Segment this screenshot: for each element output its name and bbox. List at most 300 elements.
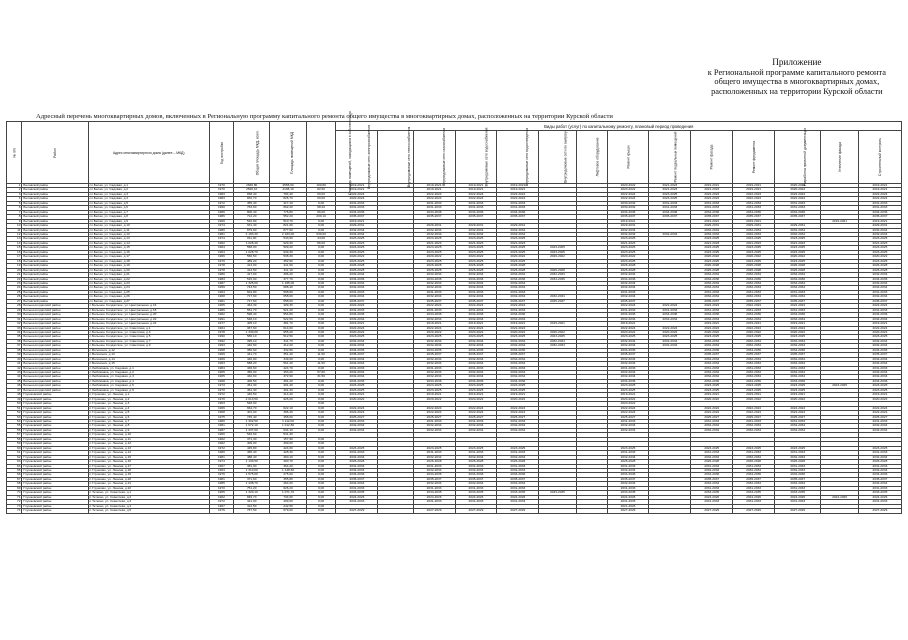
table-cell: 2032-2034	[455, 228, 497, 232]
table-cell: 0,00	[306, 281, 336, 285]
table-cell: 2022-2024	[858, 192, 901, 196]
table-cell: 2031-2033	[733, 290, 775, 294]
table-cell: 2032-2034	[336, 469, 378, 473]
table-cell: п.Глушково, ул. Ленина, д.7	[88, 420, 209, 424]
table-cell: сл.Белая, ул. Садовая, д.11	[88, 228, 209, 232]
table-cell: 2023-2025	[858, 388, 901, 392]
table-cell: 2034-2036	[733, 313, 775, 317]
table-cell: 2031-2033	[336, 451, 378, 455]
table-cell: 1980	[209, 228, 233, 232]
col-header: Внутридомовые сети теплоснабжения	[378, 131, 413, 184]
table-cell: 543,60	[270, 237, 306, 241]
table-cell: 2032-2034	[733, 286, 775, 290]
table-cell: 65	[7, 469, 22, 473]
table-cell: 2022-2024	[336, 192, 378, 196]
table-cell: с.Волоконск, д.13	[88, 353, 209, 357]
table-cell: 0,00	[306, 451, 336, 455]
table-cell: 2032-2034	[539, 344, 576, 348]
table-cell: 2035-2037	[858, 353, 901, 357]
table-cell: 2024-2026	[413, 495, 455, 499]
table-cell: 34	[7, 330, 22, 334]
table-cell: 2035-2037	[455, 353, 497, 357]
table-cell: Беловский район	[22, 215, 88, 219]
table-cell: 2032-2034	[455, 428, 497, 432]
table-cell: 2031-2033	[691, 206, 733, 210]
table-cell: Глушковский район	[22, 424, 88, 428]
table-cell: 311,70	[270, 339, 306, 343]
table-cell: 4	[7, 197, 22, 201]
table-cell: 0,00	[306, 477, 336, 481]
table-cell: 2031-2033	[858, 290, 901, 294]
table-cell: п.Глушково, ул. Ленина, д.5	[88, 411, 209, 415]
col-header: Площадь помещений, находящихся в собственности	[306, 122, 336, 184]
table-cell: 1990	[209, 335, 233, 339]
table-cell: Глушковский район	[22, 455, 88, 459]
table-cell: 2023-2025	[858, 250, 901, 254]
table-cell: 17	[7, 255, 22, 259]
table-cell: 35	[7, 335, 22, 339]
table-cell: 1972	[209, 393, 233, 397]
table-cell: п.Глушково, ул. Ленина, д.11	[88, 437, 209, 441]
table-cell: 2031-2033	[607, 290, 649, 294]
table-cell: 2022-2024	[733, 304, 775, 308]
table-cell: 62	[7, 455, 22, 459]
table-cell: 2023-2025	[775, 446, 821, 450]
table-cell: 2031-2033	[607, 500, 649, 504]
table-cell: 0,00	[306, 473, 336, 477]
table-cell: 2026-2028	[455, 460, 497, 464]
table-cell: 838,40	[234, 192, 270, 196]
table-cell: 2032-2034	[413, 273, 455, 277]
table-cell: 2035-2037	[607, 353, 649, 357]
table-cell: 2032-2034	[607, 362, 649, 366]
table-cell: 2035-2037	[607, 299, 649, 303]
table-cell: 2029-2031	[733, 224, 775, 228]
table-cell: 2021-2023	[649, 188, 691, 192]
table-cell: 2027-2029	[733, 509, 775, 513]
table-cell: 2032-2034	[497, 228, 539, 232]
table-cell: Большесолдатский район	[22, 348, 88, 352]
table-cell: 2020-2022	[733, 255, 775, 259]
table-cell: 2 183,00	[270, 232, 306, 236]
table-cell: 2032-2034	[858, 344, 901, 348]
table-cell: 1 575,00	[234, 473, 270, 477]
table-cell: 2032-2034	[497, 428, 539, 432]
table-cell: 11	[7, 228, 22, 232]
table-cell: 2024-2026	[336, 495, 378, 499]
table-cell: 2032-2034	[413, 317, 455, 321]
table-cell: сл.Белая, ул. Садовая, д.13	[88, 237, 209, 241]
table-cell: 2026-2028	[775, 460, 821, 464]
table-cell: 2032-2034	[455, 344, 497, 348]
table-cell: Большесолдатский район	[22, 326, 88, 330]
table-cell: 2034-2036	[691, 348, 733, 352]
table-cell: 2032-2034	[691, 286, 733, 290]
table-cell: 522,60	[270, 317, 306, 321]
table-cell: 2032-2034	[497, 286, 539, 290]
table-cell: 2021-2023	[858, 241, 901, 245]
table-cell: 412,50	[234, 504, 270, 508]
table-cell: 2032-2034	[733, 273, 775, 277]
table-cell: 2023-2025	[775, 246, 821, 250]
table-cell: 2019-2021	[336, 322, 378, 326]
table-cell: 2031-2033	[413, 486, 455, 490]
table-cell: 2034-2036	[455, 210, 497, 214]
table-cell: 2026-2028	[413, 264, 455, 268]
table-cell: 2019-2021	[336, 219, 378, 223]
table-cell: 2034-2036	[858, 379, 901, 383]
table-cell: 157,90	[270, 437, 306, 441]
table-cell: 658,00	[270, 295, 306, 299]
table-cell: 1993	[209, 344, 233, 348]
table-cell: 2032-2034	[455, 357, 497, 361]
table-cell: 1986	[209, 308, 233, 312]
table-cell: 2032-2034	[691, 339, 733, 343]
table-cell: 2031-2033	[733, 486, 775, 490]
table-cell: 41	[7, 362, 22, 366]
table-cell: 2027-2029	[455, 509, 497, 513]
table-cell: 2031-2033	[733, 420, 775, 424]
table-cell: 2032-2034	[455, 295, 497, 299]
table-cell: 2033-2035	[858, 491, 901, 495]
table-cell: 2019-2021	[607, 322, 649, 326]
table-cell: 50	[7, 402, 22, 406]
table-cell: 2034-2036	[497, 473, 539, 477]
table-cell: 1975	[209, 415, 233, 419]
table-cell: 0,00	[306, 424, 336, 428]
table-cell: 2033-2035	[775, 491, 821, 495]
table-cell: 351,40	[270, 353, 306, 357]
table-cell: 2031-2033	[413, 500, 455, 504]
table-cell: 2558,00	[270, 184, 306, 188]
table-cell: 2020-2022	[607, 397, 649, 401]
table-cell: 1 012,80	[270, 424, 306, 428]
table-cell: 1978	[209, 268, 233, 272]
table-cell: 2031-2033	[858, 464, 901, 468]
table-cell: 2023-2025	[858, 446, 901, 450]
table-cell: 2035-2037	[413, 299, 455, 303]
table-cell: 1964	[209, 250, 233, 254]
table-cell: 2023-2025	[775, 237, 821, 241]
table-cell: 879,60	[234, 228, 270, 232]
table-cell: 2026-2028	[413, 460, 455, 464]
table-cell: 679,00	[270, 509, 306, 513]
table-cell: 2032-2034	[497, 339, 539, 343]
table-cell: 0,00	[306, 460, 336, 464]
table-cell: 42	[7, 366, 22, 370]
table-cell: с.Любимовка, ул. Садовая, д.5	[88, 384, 209, 388]
table-cell: 2032-2034	[455, 286, 497, 290]
table-cell: 2026-2028	[607, 264, 649, 268]
table-cell: Глушковский район	[22, 442, 88, 446]
table-cell: 2035-2037	[733, 299, 775, 303]
table-cell: 1983	[209, 277, 233, 281]
table-cell: 2034-2036	[539, 277, 576, 281]
table-cell: 1992	[209, 339, 233, 343]
table-cell: 2031-2033	[691, 308, 733, 312]
table-cell: 1959	[209, 286, 233, 290]
table-cell: 1 302,50	[234, 420, 270, 424]
table-cell: 32	[7, 322, 22, 326]
table-cell: 2031-2033	[691, 201, 733, 205]
table-cell: 424,60	[270, 446, 306, 450]
table-cell: с.Любимовка, ул. Садовая, д.4	[88, 379, 209, 383]
table-cell: 2023-2025	[775, 335, 821, 339]
table-cell: 2032-2034	[775, 273, 821, 277]
table-cell: 2022-2024	[497, 192, 539, 196]
table-cell: 2024-2026	[455, 495, 497, 499]
table-cell: 2032-2034	[455, 371, 497, 375]
table-cell: 2035-2037	[336, 353, 378, 357]
table-cell: 0,00	[306, 317, 336, 321]
table-body	[7, 184, 902, 514]
table-cell: 2035-2037	[733, 215, 775, 219]
table-cell: 350,60	[234, 348, 270, 352]
table-cell: 521,20	[270, 308, 306, 312]
table-cell: 2031-2033	[733, 366, 775, 370]
table-cell: 2032-2034	[775, 339, 821, 343]
table-cell: 2035-2037	[691, 299, 733, 303]
table-cell: 2026-2028	[691, 268, 733, 272]
table-cell: 2034-2036	[497, 277, 539, 281]
table-cell: 436,60	[234, 366, 270, 370]
table-cell: 2023-2025	[413, 335, 455, 339]
table-cell: 0,00	[306, 442, 336, 446]
table-cell: 1978	[209, 330, 233, 334]
table-cell: 2022-2024	[733, 197, 775, 201]
table-cell: 2031-2033	[336, 290, 378, 294]
table-cell: 2035-2037	[775, 353, 821, 357]
table-cell: 2032-2034	[607, 357, 649, 361]
table-cell: 489,20	[234, 259, 270, 263]
table-cell: 2026-2028	[858, 268, 901, 272]
table-cell: Глушковский район	[22, 486, 88, 490]
table-cell: 1983	[209, 192, 233, 196]
table-cell: 546,60	[234, 433, 270, 437]
table-cell: 2035-2037	[336, 477, 378, 481]
table-cell: 712,20	[234, 215, 270, 219]
table-cell: 2032-2034	[858, 317, 901, 321]
table-cell: 2031-2033	[455, 420, 497, 424]
table-cell: 1974	[209, 224, 233, 228]
table-cell: 2033-2035	[455, 491, 497, 495]
table-cell: 413,00	[234, 264, 270, 268]
table-cell: 622,10	[270, 406, 306, 410]
table-cell: 540,80	[234, 219, 270, 223]
table-cell: 49	[7, 397, 22, 401]
table-cell: 417,00	[234, 273, 270, 277]
table-cell: 2023-2025	[539, 250, 576, 254]
table-cell: п.Глушково, ул. Ленина, д.2	[88, 397, 209, 401]
col-header: Внутридомовые сети по выпуску	[539, 131, 576, 184]
table-cell: 2032-2034	[733, 228, 775, 232]
table-cell: 1 310,60	[234, 469, 270, 473]
table-cell: Большесолдатский район	[22, 330, 88, 334]
table-cell: 2023-2025	[733, 250, 775, 254]
table-cell: 2032-2034	[858, 281, 901, 285]
table-cell: 71	[7, 495, 22, 499]
table-cell: 0,00	[306, 469, 336, 473]
table-cell: 2031-2033	[691, 500, 733, 504]
table-cell: 1970	[209, 184, 233, 188]
table-cell: п.Глушково, ул. Ленина, д.22	[88, 486, 209, 490]
table-cell: 2032-2034	[497, 469, 539, 473]
table-cell: 38	[7, 348, 22, 352]
table-cell: сл.Белая, ул. Садовая, д.8	[88, 215, 209, 219]
table-cell: 1962	[209, 437, 233, 441]
table-cell: 2032-2034	[413, 455, 455, 459]
table-cell: Глушковский район	[22, 469, 88, 473]
table-cell: Большесолдатский район	[22, 384, 88, 388]
table-cell: 1 185,00	[270, 281, 306, 285]
table-cell: 2025-2027	[691, 415, 733, 419]
table-cell: 2031-2033	[455, 201, 497, 205]
table-cell: 455,40	[234, 201, 270, 205]
table-cell: сл.Белая, ул. Садовая, д.21	[88, 273, 209, 277]
table-cell: 1 130,50	[234, 460, 270, 464]
table-cell: 2034-2036	[336, 348, 378, 352]
table-cell: 2023-2025	[336, 250, 378, 254]
table-cell: 0,00	[306, 495, 336, 499]
table-cell: 1	[7, 184, 22, 188]
table-cell: 355,80	[270, 477, 306, 481]
table-cell: 2020-2022	[858, 255, 901, 259]
col-header: Район	[22, 122, 88, 184]
table-cell: 2031-2033	[336, 201, 378, 205]
table-cell: 364,20	[270, 464, 306, 468]
table-cell: 2 183,30	[234, 232, 270, 236]
table-cell: Беловский район	[22, 197, 88, 201]
table-cell: 588,20	[234, 362, 270, 366]
table-cell: 931,40	[234, 224, 270, 228]
table-cell: 2022-2024	[691, 406, 733, 410]
table-cell: 2031-2033	[775, 206, 821, 210]
table-cell: 2020-2022	[858, 330, 901, 334]
table-cell: 2026-2028	[858, 460, 901, 464]
table-cell: 2032-2034	[336, 357, 378, 361]
table-cell: с.Волоконск, д.14	[88, 357, 209, 361]
table-cell: 2031-2033	[497, 206, 539, 210]
table-cell: 0,00	[306, 384, 336, 388]
table-cell: 451,30	[234, 388, 270, 392]
table-cell: 0,00	[306, 415, 336, 419]
table-cell: 2034-2036	[858, 348, 901, 352]
table-cell: 1962	[209, 241, 233, 245]
table-cell: 401,40	[270, 384, 306, 388]
table-cell: 2034-2036	[497, 348, 539, 352]
table-cell: 2022-2024	[413, 192, 455, 196]
table-cell: 0,00	[306, 366, 336, 370]
table-cell: 2023-2025	[455, 259, 497, 263]
table-cell: Глушковский район	[22, 491, 88, 495]
table-cell: 2032-2034	[336, 273, 378, 277]
table-cell: 2031-2033	[413, 201, 455, 205]
table-cell: 2022-2024	[413, 304, 455, 308]
table-cell: Беловский район	[22, 273, 88, 277]
table-cell: Глушковский район	[22, 397, 88, 401]
table-cell: 2020-2022	[497, 397, 539, 401]
col-header: Ремонт фасада	[691, 131, 733, 184]
table-cell: 1969	[209, 357, 233, 361]
table-cell: 1963	[209, 469, 233, 473]
table-cell: 2023-2025	[691, 335, 733, 339]
table-cell: 2032-2034	[336, 371, 378, 375]
table-cell: 2022-2024	[455, 192, 497, 196]
table-cell: 2032-2034	[691, 228, 733, 232]
table-cell: 2034-2036	[607, 210, 649, 214]
table-cell: Глушковский район	[22, 420, 88, 424]
table-cell: п.Глушково, ул. Ленина, д.13	[88, 446, 209, 450]
table-cell: 2035-2037	[497, 477, 539, 481]
table-cell: 2035-2037	[336, 215, 378, 219]
table-cell: 2035-2037	[455, 215, 497, 219]
table-cell: 2032-2034	[775, 428, 821, 432]
table-cell: Глушковский район	[22, 446, 88, 450]
table-cell: 2025-2027	[336, 415, 378, 419]
table-cell: 30	[7, 313, 22, 317]
table-cell: 2023-2025	[336, 446, 378, 450]
table-cell: 381,00	[234, 464, 270, 468]
table-cell: 2026-2028	[607, 460, 649, 464]
table-cell: 2032-2034	[733, 339, 775, 343]
table-cell: 2032-2034	[691, 232, 733, 236]
table-cell: 2034-2036	[607, 348, 649, 352]
table-cell: 2022-2024	[455, 197, 497, 201]
table-cell: Глушковский район	[22, 500, 88, 504]
table-cell: 2023-2025	[691, 250, 733, 254]
table-cell: 2022-2024	[607, 406, 649, 410]
table-cell: 2026-2028	[336, 460, 378, 464]
table-cell: 445,80	[234, 446, 270, 450]
table-cell: 2026-2028	[858, 264, 901, 268]
table-cell: 70	[7, 491, 22, 495]
table-cell: 2034-2036	[775, 313, 821, 317]
table-cell: 2031-2033	[413, 366, 455, 370]
table-cell: 2034-2036	[733, 473, 775, 477]
table-cell: 22	[7, 277, 22, 281]
table-cell: 1968	[209, 379, 233, 383]
table-cell: 2032-2034	[649, 339, 691, 343]
table-cell: Беловский район	[22, 232, 88, 236]
table-cell: 45	[7, 379, 22, 383]
table-cell: 0,00	[306, 406, 336, 410]
table-cell: 1965	[209, 304, 233, 308]
table-cell: 604,80	[234, 290, 270, 294]
table-cell: 2023-2025	[455, 446, 497, 450]
table-cell: п.Глушково, ул. Ленина, д.18	[88, 469, 209, 473]
table-cell: 2032-2034	[775, 228, 821, 232]
table-cell: 2031-2033	[775, 290, 821, 294]
table-cell: 2022-2024	[775, 304, 821, 308]
table-cell: 2031-2033	[455, 500, 497, 504]
table-cell: 2023-2025	[336, 237, 378, 241]
table-cell: 734,60	[270, 495, 306, 499]
table-cell: 2031-2033	[455, 290, 497, 294]
table-cell: 2022-2024	[733, 192, 775, 196]
table-cell: 2035-2037	[775, 299, 821, 303]
table-cell: с.Большое Солдатское, ул. Центральная, д.18	[88, 308, 209, 312]
table-cell: 2032-2034	[413, 428, 455, 432]
col-header: Внутридомовые сети водоснабжения	[455, 131, 497, 184]
table-cell: 2023-2025	[607, 446, 649, 450]
table-cell: 2032-2034	[497, 232, 539, 236]
table-cell: 1 028,70	[234, 250, 270, 254]
table-cell: 2033-2035	[539, 491, 576, 495]
table-cell: 2020-2022	[775, 330, 821, 334]
table-cell: 2032-2034	[691, 357, 733, 361]
table-cell: 551,70	[234, 308, 270, 312]
table-cell: 955,20	[270, 330, 306, 334]
